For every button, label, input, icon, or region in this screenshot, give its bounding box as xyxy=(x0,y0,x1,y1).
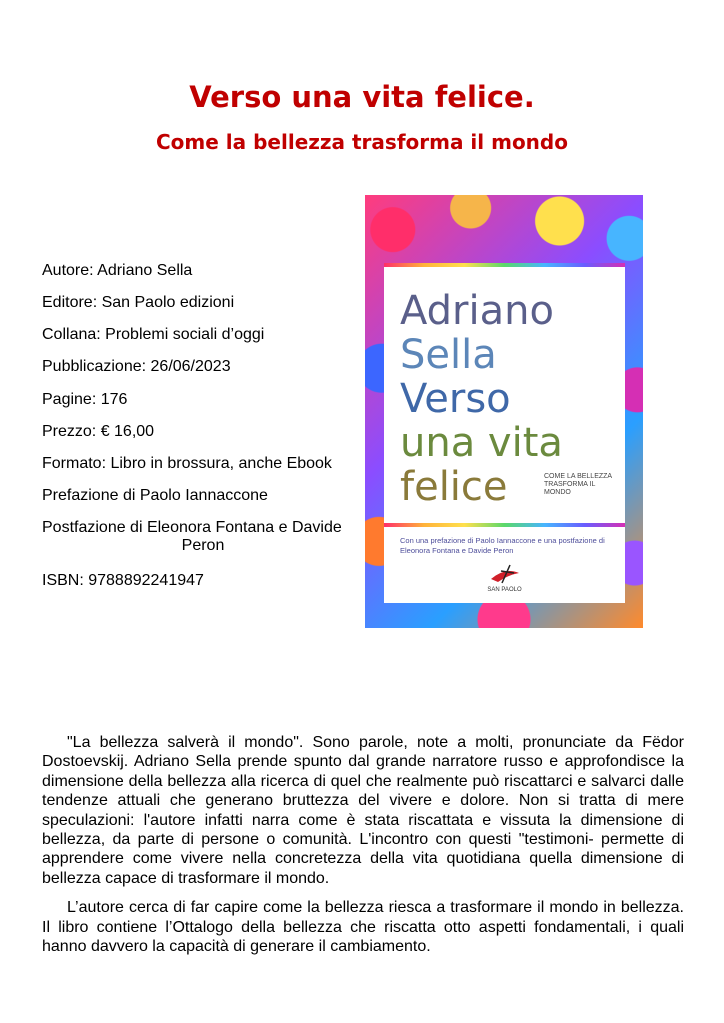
cover-title-line3: felice xyxy=(400,464,508,510)
cover-card xyxy=(384,263,625,603)
detail-afterword xyxy=(42,519,364,555)
description-paragraph-2: L’autore cerca di far capire come la bellezza riesca a trasformare il mondo in bellezza. Il libro contiene l’Ottalogo della bellezza che riscatta otto aspetti fondamentali, i quali hanno davvero la capacità di generare il cambiamento. xyxy=(42,899,684,956)
detail-publisher: Editore: San Paolo edizioni xyxy=(42,294,235,311)
cover-title-line2: una vita xyxy=(400,420,563,466)
detail-preface: Prefazione di Paolo Iannaccone xyxy=(42,487,268,504)
page-subtitle: Come la bellezza trasforma il mondo xyxy=(156,130,568,154)
detail-series: Collana: Problemi sociali d’oggi xyxy=(42,326,265,343)
description-paragraph-1: "La bellezza salverà il mondo". Sono parole, note a molti, pronunciate da Fëdor Dostoevskij. Adriano Sella prende spunto dal grande narratore russo e approfondisce la dimensione della bellezza alla ricerca di quel che realmente può riscattarci e salvarci dalle tendenze attuali che generano bruttezza del vivere e dolore. Non si tratta di mere speculazioni: l'autore infatti narra come è stata riscattata e vissuta la dimensione di bellezza, da parte di persone o comunità. L'incontro con questi "testimoni- permette di apprendere come vivere nella concretezza della vita quotidiana quella dimensione di bellezza capace di trasformare il mondo. xyxy=(42,734,684,887)
detail-isbn: ISBN: 9788892241947 xyxy=(42,572,204,589)
book-cover xyxy=(365,195,643,628)
cover-publisher: SAN PAOLO xyxy=(487,587,522,593)
cover-bottom-stripe xyxy=(384,523,625,527)
detail-afterword-line2: Peron xyxy=(181,537,225,554)
detail-publication-date: Pubblicazione: 26/06/2023 xyxy=(42,358,231,375)
cover-credits: Con una prefazione di Paolo Iannaccone e una postfazione di Eleonora Fontana e Davide Peron xyxy=(400,536,605,555)
san-paolo-logo-icon xyxy=(488,563,522,585)
book-description xyxy=(42,733,684,966)
detail-author: Autore: Adriano Sella xyxy=(42,262,193,279)
cover-author-last: Sella xyxy=(400,332,497,378)
detail-afterword-line1: Postfazione di Eleonora Fontana e Davide xyxy=(42,519,342,536)
detail-price: Prezzo: € 16,00 xyxy=(42,423,155,440)
cover-subtitle: COME LA BELLEZZA TRASFORMA IL MONDO xyxy=(544,473,612,496)
detail-format: Formato: Libro in brossura, anche Ebook xyxy=(42,455,332,472)
page-title: Verso una vita felice. xyxy=(189,80,535,114)
cover-title-line1: Verso xyxy=(400,376,511,422)
cover-author-first: Adriano xyxy=(400,288,554,334)
cover-top-stripe xyxy=(384,263,625,267)
detail-pages: Pagine: 176 xyxy=(42,391,128,408)
